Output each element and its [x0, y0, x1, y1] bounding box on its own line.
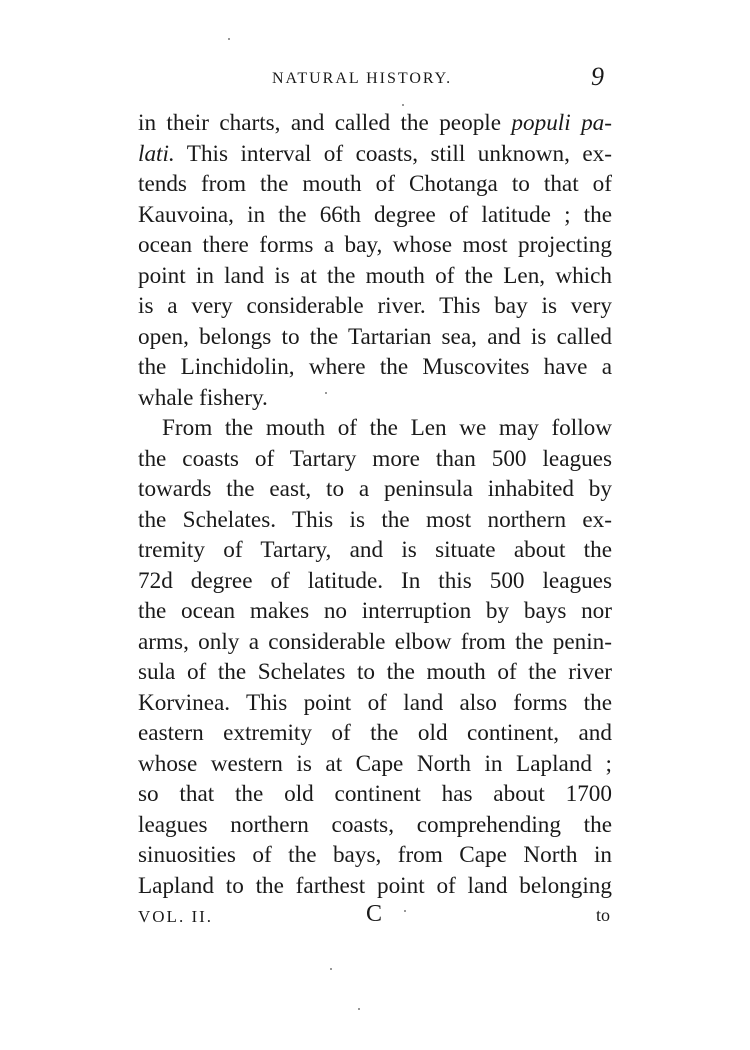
text-line: tremity of Tartary, and is situate about the — [138, 537, 612, 563]
print-speck — [330, 968, 332, 970]
text-line: whose western is at Cape North in Lapland ; — [138, 750, 612, 777]
text-line: the ocean makes no interruption by bays nor — [138, 598, 612, 624]
text-line: open, belongs to the Tartarian sea, and is called — [138, 323, 612, 350]
text-line: Korvinea. This point of land also forms the — [138, 689, 612, 716]
text-line: is a very considerable river. This bay is very — [138, 293, 612, 319]
page-header — [140, 64, 610, 98]
text-line: Lapland to the farthest point of land belonging — [138, 872, 612, 899]
print-speck — [228, 38, 230, 40]
text-line: so that the old continent has about 1700 — [138, 781, 612, 807]
text-line: sinuosities of the bays, from Cape North in — [138, 842, 612, 868]
text-line: sula of the Schelates to the mouth of the river — [138, 659, 612, 685]
body-text — [138, 108, 612, 901]
text-line: tends from the mouth of Chotanga to that of — [138, 171, 612, 197]
catchword: to — [595, 905, 610, 925]
page-footer — [138, 903, 612, 933]
text-line: the coasts of Tartary more than 500 leagues — [138, 445, 612, 472]
text-line: towards the east, to a peninsula inhabited by — [138, 476, 612, 502]
text-line: the Schelates. This is the most northern ex- — [138, 506, 612, 533]
print-speck — [358, 1008, 360, 1010]
running-head: NATURAL HISTORY. — [272, 70, 453, 87]
signature-mark: C — [366, 901, 383, 927]
text-line: the Linchidolin, where the Muscovites have a — [138, 354, 612, 380]
text-line: point in land is at the mouth of the Len, which — [138, 262, 612, 289]
text-line: Kauvoina, in the 66th degree of latitude ; the — [138, 201, 612, 228]
text-line: arms, only a considerable elbow from the penin- — [138, 628, 612, 655]
volume-label: VOL. II. — [138, 907, 214, 926]
text-line-paragraph-start: From the mouth of the Len we may follow — [162, 415, 612, 441]
print-speck — [404, 910, 406, 912]
text-line: leagues northern coasts, comprehending the — [138, 811, 612, 838]
print-speck — [402, 104, 404, 106]
text-line: whale fishery. — [138, 384, 268, 411]
text-line: 72d degree of latitude. In this 500 leagues — [138, 567, 612, 594]
page-number: 9 — [591, 62, 604, 91]
text-line: in their charts, and called the people populi pa- — [138, 110, 612, 136]
text-line: eastern extremity of the old continent, and — [138, 720, 612, 746]
text-line: lati. This interval of coasts, still unknown, ex- — [138, 140, 612, 167]
text-line: ocean there forms a bay, whose most projecting — [138, 232, 612, 258]
print-speck — [325, 392, 327, 394]
